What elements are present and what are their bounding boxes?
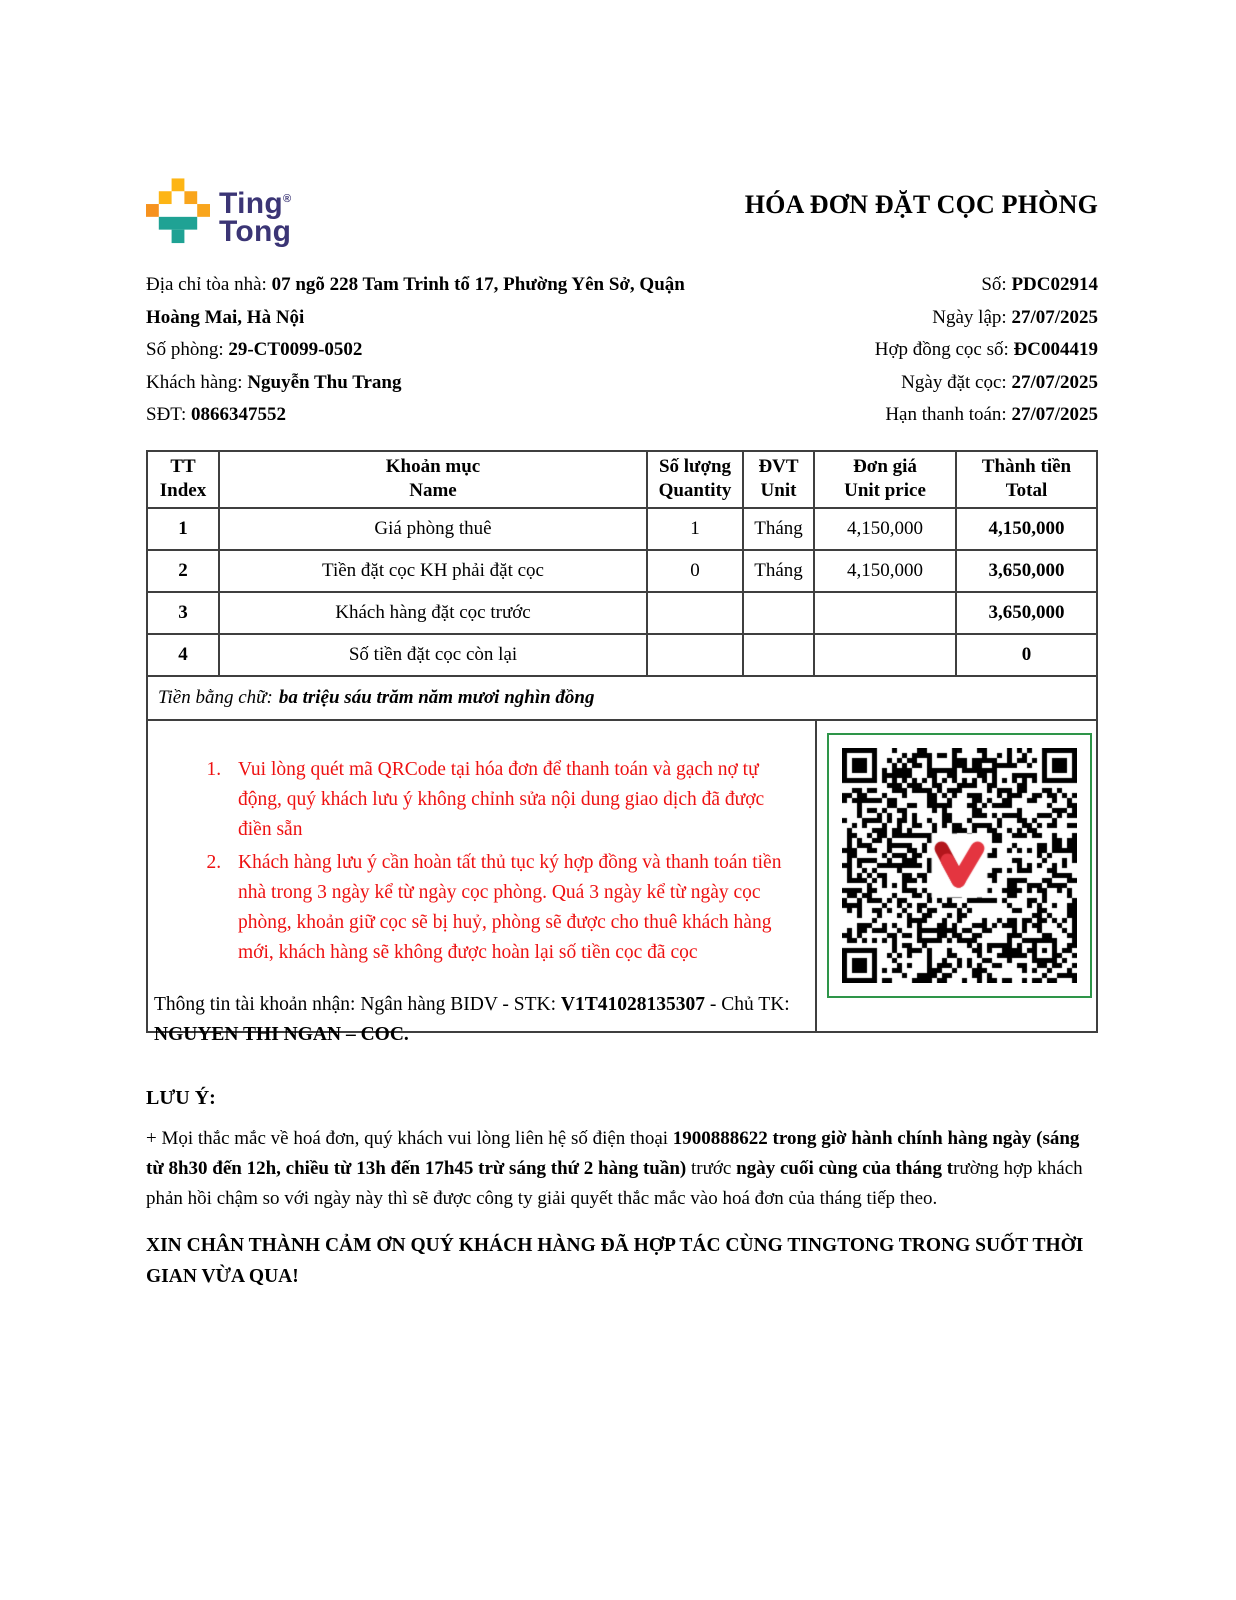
issue-date: Ngày lập: 27/07/2025 bbox=[932, 306, 1098, 328]
qr-frame bbox=[827, 733, 1092, 998]
cell-index: 4 bbox=[147, 634, 219, 676]
invoice-info bbox=[146, 269, 1098, 432]
tingtong-logo bbox=[146, 178, 291, 248]
table-row bbox=[147, 550, 1097, 592]
cell-unit-price bbox=[814, 634, 956, 676]
cell-name: Tiền đặt cọc KH phải đặt cọc bbox=[219, 550, 647, 592]
footer bbox=[146, 1087, 1098, 1292]
col-header-unit-price: Đơn giá Unit price bbox=[814, 451, 956, 508]
table-row bbox=[147, 634, 1097, 676]
building-address: Địa chỉ tòa nhà: 07 ngõ 228 Tam Trinh tổ 17, Phường Yên Sở, Quận Hoàng Mai, Hà Nội bbox=[146, 274, 685, 328]
logo-word-ting: Ting bbox=[219, 187, 283, 220]
cell-total: 0 bbox=[956, 634, 1097, 676]
room-number: Số phòng: 29-CT0099-0502 bbox=[146, 339, 363, 360]
col-header-unit: ĐVT Unit bbox=[743, 451, 814, 508]
cell-index: 3 bbox=[147, 592, 219, 634]
cell-quantity: 1 bbox=[647, 508, 743, 550]
table-header-row bbox=[147, 451, 1097, 508]
invoice-meta bbox=[875, 269, 1098, 432]
registered-mark: ® bbox=[282, 193, 292, 205]
col-header-total: Thành tiền Total bbox=[956, 451, 1097, 508]
qr-code bbox=[842, 748, 1077, 983]
items-table bbox=[146, 450, 1098, 677]
cell-quantity bbox=[647, 592, 743, 634]
header bbox=[146, 178, 1098, 248]
cell-name: Giá phòng thuê bbox=[219, 508, 647, 550]
customer-phone: SĐT: 0866347552 bbox=[146, 404, 286, 425]
payment-note: 1. Vui lòng quét mã QRCode tại hóa đơn để thanh toán và gạch nợ tự động, quý khách lưu ý không chỉnh sửa nội dung giao dịch đã được điền sẵn bbox=[226, 755, 793, 845]
qr-panel bbox=[817, 721, 1096, 1031]
cell-unit-price: 4,150,000 bbox=[814, 508, 956, 550]
bank-account-info: Thông tin tài khoản nhận: Ngân hàng BIDV - STK: V1T41028135307 - Chủ TK: NGUYEN THI NGAN – COC. bbox=[154, 993, 790, 1045]
cell-quantity: 0 bbox=[647, 550, 743, 592]
customer-info bbox=[146, 269, 726, 432]
col-header-quantity: Số lượng Quantity bbox=[647, 451, 743, 508]
customer-name: Khách hàng: Nguyễn Thu Trang bbox=[146, 371, 402, 393]
notes-and-qr-box bbox=[146, 721, 1098, 1045]
amount-in-words: Tiền bằng chữ: ba triệu sáu trăm năm mươi nghìn đồng bbox=[146, 677, 1098, 721]
table-row bbox=[147, 592, 1097, 634]
cell-unit-price bbox=[814, 592, 956, 634]
cell-name: Khách hàng đặt cọc trước bbox=[219, 592, 647, 634]
invoice-number: Số: PDC02914 bbox=[981, 274, 1098, 295]
cell-unit-price: 4,150,000 bbox=[814, 550, 956, 592]
invoice-content bbox=[146, 178, 1098, 1292]
thank-you-message: XIN CHÂN THÀNH CẢM ƠN QUÝ KHÁCH HÀNG ĐÃ HỢP TÁC CÙNG TINGTONG TRONG SUỐT THỜI GIAN VỪA QUA! bbox=[146, 1234, 1084, 1287]
cell-total: 3,650,000 bbox=[956, 592, 1097, 634]
deposit-date: Ngày đặt cọc: 27/07/2025 bbox=[901, 371, 1098, 393]
cell-total: 3,650,000 bbox=[956, 550, 1097, 592]
tingtong-logo-text bbox=[219, 185, 291, 248]
contact-note: + Mọi thắc mắc về hoá đơn, quý khách vui lòng liên hệ số điện thoại 1900888622 trong giờ hành chính hàng ngày (sáng từ 8h30 đến 12h, chiều từ 13h đến 17h45 trừ sáng thứ 2 hàng tuần) trước ngày cuối cùng của tháng trường hợp khách phản hồi chậm so với ngày này thì sẽ được công ty giải quyết thắc mắc vào hoá đơn của tháng tiếp theo. bbox=[146, 1127, 1083, 1209]
cell-unit: Tháng bbox=[743, 508, 814, 550]
payment-note: 2. Khách hàng lưu ý cần hoàn tất thủ tục ký hợp đồng và thanh toán tiền nhà trong 3 ngày kể từ ngày cọc phòng. Quá 3 ngày kể từ ngày cọc phòng, khoản giữ cọc sẽ bị huỷ, phòng sẽ được cho thuê khách hàng mới, khách hàng sẽ không được hoàn lại số tiền cọc đã cọc bbox=[226, 848, 793, 968]
tingtong-logo-icon bbox=[146, 178, 210, 248]
col-header-name: Khoản mục Name bbox=[219, 451, 647, 508]
col-header-index: TT Index bbox=[147, 451, 219, 508]
cell-unit bbox=[743, 634, 814, 676]
cell-total: 4,150,000 bbox=[956, 508, 1097, 550]
cell-index: 2 bbox=[147, 550, 219, 592]
cell-unit: Tháng bbox=[743, 550, 814, 592]
payment-due-date: Hạn thanh toán: 27/07/2025 bbox=[885, 404, 1098, 425]
table-row bbox=[147, 508, 1097, 550]
payment-notes-list bbox=[154, 755, 793, 968]
note-heading: LƯU Ý: bbox=[146, 1086, 216, 1109]
logo-word-tong: Tong bbox=[219, 215, 292, 248]
cell-quantity bbox=[647, 634, 743, 676]
cell-index: 1 bbox=[147, 508, 219, 550]
cell-name: Số tiền đặt cọc còn lại bbox=[219, 634, 647, 676]
cell-unit bbox=[743, 592, 814, 634]
page-title: HÓA ĐƠN ĐẶT CỌC PHÒNG bbox=[744, 190, 1098, 219]
deposit-contract-number: Hợp đồng cọc số: ĐC004419 bbox=[874, 339, 1098, 360]
notes-panel bbox=[148, 721, 817, 1045]
